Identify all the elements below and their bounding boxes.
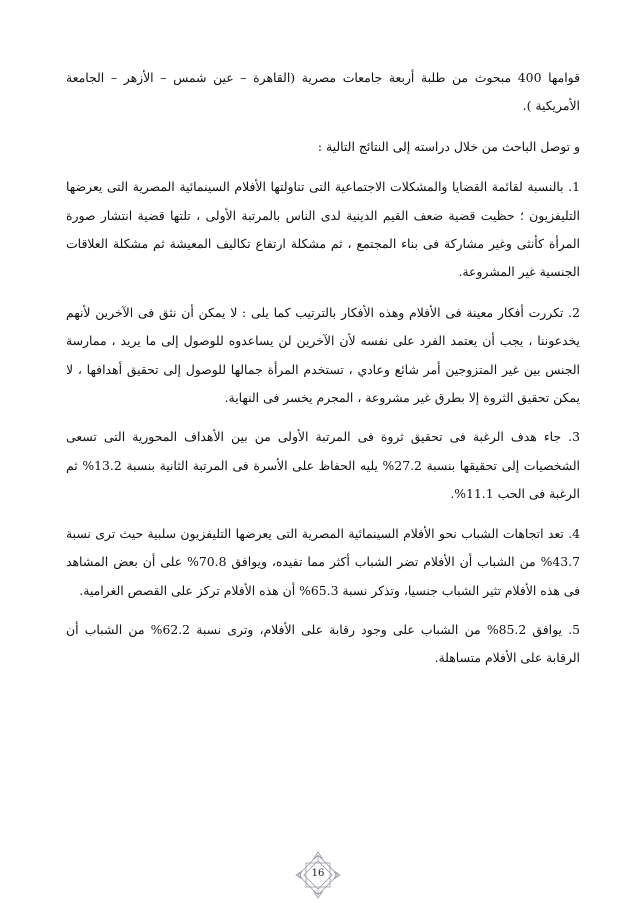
finding-number: 5. xyxy=(568,621,581,637)
sample-paragraph: قوامها 400 مبحوث من طلبة أربعة جامعات مصرية (القاهرة – عين شمس – الأزهر – الجامعة الأمريكية ). xyxy=(66,70,580,114)
finding-number: 4. xyxy=(568,525,580,541)
finding-text: جاء هدف الرغبة فى تحقيق ثروة فى المرتبة الأولى من بين الأهداف المحورية التى تسعى الشخصيات إلى تحقيقها بنسبة 27.2% يليه الحفاظ على الأسرة فى المرتبة الثانية بنسبة 13.2% ثم الرغبة فى الحب 11.1%. xyxy=(66,429,580,502)
finding-text: بالنسبة لقائمة القضايا والمشكلات الاجتماعية التى تناولتها الأفلام السينمائية المصرية التى يعرضها التليفزيون ؛ حظيت قضية ضعف القيم الدينية لدى الناس بالمرتبة الأولى ، تلتها قضية انتشار صورة المرأة كأنثى وغير مشاركة فى بناء المجتمع ، ثم مشكلة ارتفاع تكاليف المعيشة ثم مشكلة العلاقات الجنسية غير المشروعة. xyxy=(66,179,580,280)
finding-number: 2. xyxy=(568,304,580,320)
finding-item xyxy=(66,173,580,287)
page-body xyxy=(66,64,580,673)
page-number: 16 xyxy=(311,868,325,879)
finding-text: تعد اتجاهات الشباب نحو الأفلام السينمائية المصرية التى يعرضها التليفزيون سلبية حيث ترى نسبة 43.7% من الشباب أن الأفلام تضر الشباب أكثر مما تفيده، ويوافق 70.8% على أن بعض المشاهد فى هذه الأفلام تثير الشباب جنسيا، وتذكر نسبة 65.3% أن هذه الأفلام تركز على القصص الغرامية. xyxy=(66,525,580,598)
finding-item xyxy=(66,423,580,508)
finding-number: 3. xyxy=(568,429,580,445)
finding-text: يوافق 85.2% من الشباب على وجود رقابة على الأفلام، وترى نسبة 62.2% من الشباب أن الرقابة على الأفلام متساهلة. xyxy=(66,621,580,666)
findings-intro: و توصل الباحث من خلال دراسته إلى النتائج التالية : xyxy=(317,138,580,154)
finding-item xyxy=(66,299,580,413)
finding-text: تكررت أفكار معينة فى الأفلام وهذه الأفكار بالترتيب كما يلى : لا يمكن أن نثق فى الآخرين لأنهم يخدعوننا ، يجب أن يعتمد الفرد على نفسه لأن الآخرين لن يساعدوه للوصول إلى ما يريد ، ممارسة الجنس بين غير المتزوجين أمر شائع وعادي ، تستخدم المرأة جمالها للوصول إلى تحقيق أهدافها ، لا يمكن تحقيق الثروة إلا بطرق غير مشروعة ، المجرم يخسر فى النهاية. xyxy=(66,304,580,406)
finding-item xyxy=(66,520,580,605)
finding-number: 1. xyxy=(568,179,580,195)
finding-item xyxy=(66,616,580,673)
